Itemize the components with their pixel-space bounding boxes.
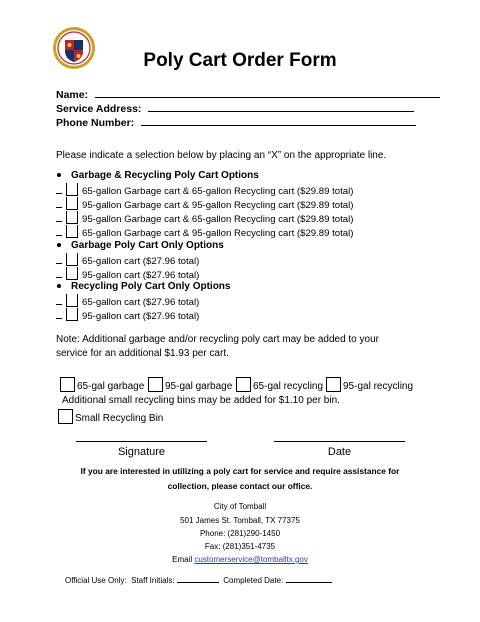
signature-label: Signature (117, 446, 166, 458)
date-line[interactable] (274, 441, 405, 442)
small-bins-text: Additional small recycling bins may be added for $1.10 per bin. (62, 395, 340, 406)
official-use-label: Official Use Only: (65, 576, 127, 585)
option-row[interactable]: 95-gallon Garbage cart & 65-gallon Recycling cart ($29.89 total) (56, 211, 353, 225)
option-row[interactable]: 95-gallon cart ($27.96 total) (56, 267, 199, 281)
checkbox[interactable] (326, 377, 341, 392)
checkbox-line[interactable] (66, 294, 78, 307)
checkbox-line[interactable] (66, 183, 78, 196)
contact-org: City of Tomball (213, 502, 267, 511)
assist-line-2: collection, please contact our office. (167, 481, 313, 491)
additional-95-gal-garbage[interactable]: 95-gal garbage (148, 377, 232, 392)
checkbox[interactable] (148, 377, 163, 392)
service-address-field[interactable] (56, 101, 414, 115)
date-label: Date (327, 446, 352, 458)
note-line-1: Note: Additional garbage and/or recycling poly cart may be added to your (56, 334, 379, 345)
checkbox-line[interactable] (66, 197, 78, 210)
phone-number-field[interactable] (56, 115, 416, 129)
phone-number-label: Phone Number: (56, 117, 135, 129)
completed-date-line[interactable] (286, 574, 332, 583)
option-row[interactable]: 65-gallon Garbage cart & 95-gallon Recycling cart ($29.89 total) (56, 225, 353, 239)
contact-phone: Phone: (281)290-1450 (199, 529, 281, 538)
note-line-2: service for an additional $1.93 per cart. (56, 348, 229, 359)
section-heading-garbage-recycling: Garbage & Recycling Poly Cart Options (57, 170, 259, 181)
name-field[interactable] (56, 87, 440, 101)
additional-65-gal-recycling[interactable]: 65-gal recycling (236, 377, 323, 392)
bullet-icon (57, 243, 61, 247)
contact-email: Email customerservice@tomballtx.gov (172, 555, 308, 564)
staff-initials-line[interactable] (177, 574, 219, 583)
checkbox-line[interactable] (66, 211, 78, 224)
checkbox[interactable] (60, 377, 75, 392)
small-recycling-bin-option[interactable]: Small Recycling Bin (58, 409, 163, 424)
additional-95-gal-recycling[interactable]: 95-gal recycling (326, 377, 413, 392)
page-title: Poly Cart Order Form (143, 50, 337, 71)
option-row[interactable]: 95-gallon cart ($27.96 total) (56, 308, 199, 322)
staff-initials-label: Staff Initials: (131, 576, 175, 585)
service-address-label: Service Address: (56, 103, 142, 115)
option-row[interactable]: 65-gallon cart ($27.96 total) (56, 253, 199, 267)
checkbox[interactable] (236, 377, 251, 392)
bullet-icon (57, 173, 61, 177)
contact-fax: Fax: (281)351-4735 (204, 542, 276, 551)
checkbox-line[interactable] (66, 267, 78, 280)
name-line (95, 87, 440, 98)
section-heading-garbage-only: Garbage Poly Cart Only Options (57, 240, 224, 251)
option-row[interactable]: 65-gallon cart ($27.96 total) (56, 294, 199, 308)
checkbox[interactable] (58, 409, 73, 424)
instruction-text: Please indicate a selection below by placing an “X” on the appropriate line. (56, 150, 387, 161)
checkbox-line[interactable] (66, 253, 78, 266)
contact-address: 501 James St. Tomball, TX 77375 (180, 516, 300, 525)
signature-line[interactable] (76, 441, 207, 442)
checkbox-line[interactable] (66, 308, 78, 321)
assist-line-1: If you are interested in utilizing a poly cart for service and require assistance for (80, 466, 400, 476)
section-heading-recycling-only: Recycling Poly Cart Only Options (57, 281, 230, 292)
checkbox-line[interactable] (66, 225, 78, 238)
option-row[interactable]: 95-gallon Garbage cart & 95-gallon Recycling cart ($29.89 total) (56, 197, 353, 211)
completed-date-label: Completed Date: (223, 576, 284, 585)
service-address-line (148, 101, 414, 112)
option-row[interactable]: 65-gallon Garbage cart & 65-gallon Recycling cart ($29.89 total) (56, 183, 353, 197)
email-link[interactable]: customerservice@tomballtx.gov (194, 555, 308, 564)
official-use-row (65, 574, 332, 585)
name-label: Name: (56, 89, 89, 101)
bullet-icon (57, 284, 61, 288)
additional-65-gal-garbage[interactable]: 65-gal garbage (60, 377, 144, 392)
phone-number-line (141, 115, 416, 126)
